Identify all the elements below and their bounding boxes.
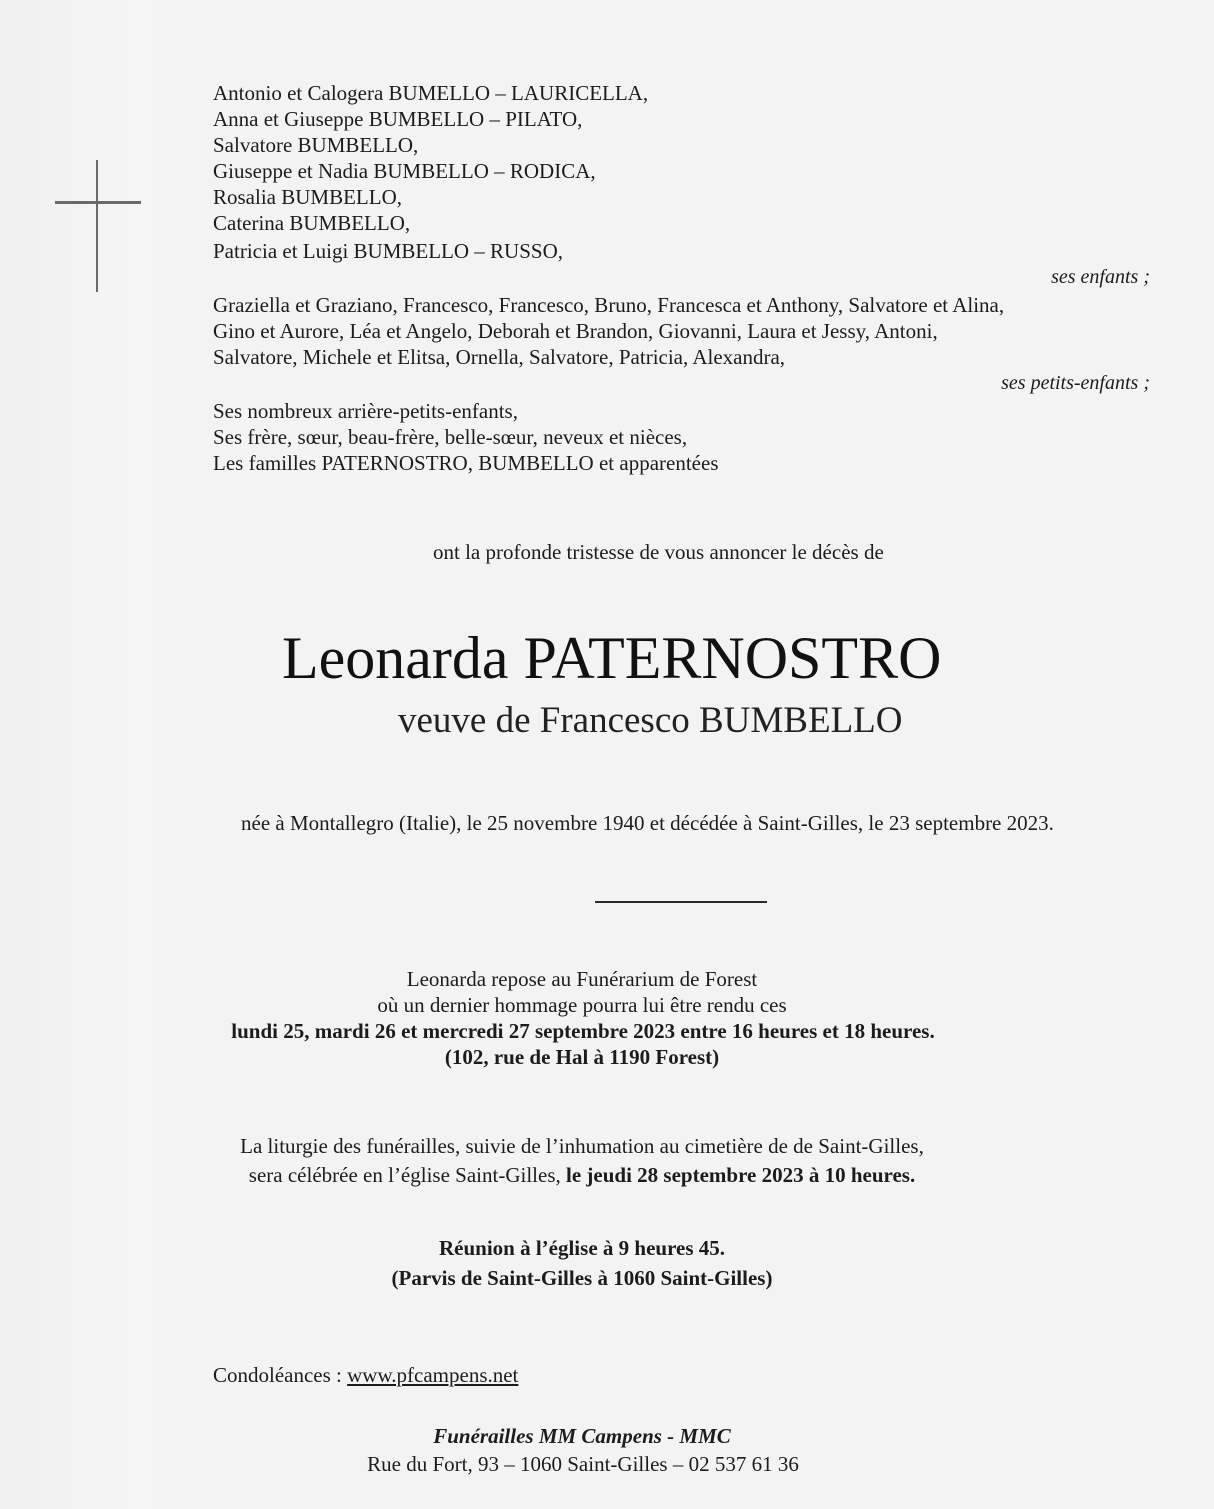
- family-line: Rosalia BUMBELLO,: [213, 185, 402, 209]
- others-line: Ses nombreux arrière-petits-enfants,: [213, 399, 518, 423]
- visitation-line1: Leonarda repose au Funérarium de Forest: [406, 967, 758, 991]
- condolences: [213, 1362, 518, 1388]
- grandchildren-line: Gino et Aurore, Léa et Angelo, Deborah et Brandon, Giovanni, Laura et Jessy, Antoni,: [213, 319, 938, 343]
- deceased-name: Leonarda PATERNOSTRO: [282, 625, 942, 691]
- children-label: ses enfants ;: [1051, 266, 1150, 288]
- others-line: Ses frère, sœur, beau-frère, belle-sœur, neveux et nièces,: [213, 425, 688, 449]
- family-line: Salvatore BUMBELLO,: [213, 133, 419, 157]
- divider-line: [595, 901, 767, 903]
- announcement-text: ont la profonde tristesse de vous annoncer le décès de: [433, 540, 884, 564]
- birth-death-text: née à Montallegro (Italie), le 25 novembre 1940 et décédée à Saint-Gilles, le 23 septembre 2023.: [241, 811, 1054, 835]
- widow-of: veuve de Francesco BUMBELLO: [398, 700, 903, 741]
- funeral-line2-prefix: sera célébrée en l’église Saint-Gilles,: [248, 1163, 561, 1187]
- grandchildren-line: Salvatore, Michele et Elitsa, Ornella, Salvatore, Patricia, Alexandra,: [213, 345, 786, 369]
- condolences-label: Condoléances :: [213, 1363, 342, 1387]
- family-line: Caterina BUMBELLO,: [213, 211, 411, 235]
- family-line: Giuseppe et Nadia BUMBELLO – RODICA,: [213, 159, 596, 183]
- family-line: Patricia et Luigi BUMBELLO – RUSSO,: [213, 239, 563, 263]
- visitation-address: (102, rue de Hal à 1190 Forest): [444, 1045, 720, 1069]
- visitation-line2: où un dernier hommage pourra lui être rendu ces: [377, 993, 787, 1017]
- funeral-home-name: Funérailles MM Campens - MMC: [433, 1424, 731, 1448]
- condolences-link[interactable]: www.pfcampens.net: [347, 1363, 519, 1387]
- grandchildren-line: Graziella et Graziano, Francesco, Francesco, Bruno, Francesca et Anthony, Salvatore et Alina,: [213, 293, 1005, 317]
- funeral-home-address: Rue du Fort, 93 – 1060 Saint-Gilles – 02 537 61 36: [367, 1452, 799, 1476]
- family-line: Anna et Giuseppe BUMBELLO – PILATO,: [213, 107, 583, 131]
- funeral-datetime: le jeudi 28 septembre 2023 à 10 heures.: [566, 1163, 916, 1187]
- funeral-line1: La liturgie des funérailles, suivie de l’inhumation au cimetière de de Saint-Gilles,: [240, 1134, 924, 1158]
- visitation-dates: lundi 25, mardi 26 et mercredi 27 septembre 2023 entre 16 heures et 18 heures.: [231, 1019, 935, 1043]
- family-line: Antonio et Calogera BUMELLO – LAURICELLA,: [213, 81, 649, 105]
- funeral-line2: [0, 1163, 1189, 1188]
- cross-icon: [55, 160, 141, 292]
- meeting-line2: (Parvis de Saint-Gilles à 1060 Saint-Gilles): [391, 1266, 773, 1290]
- grandchildren-label: ses petits-enfants ;: [1001, 372, 1150, 394]
- others-line: Les familles PATERNOSTRO, BUMBELLO et apparentées: [213, 451, 719, 475]
- meeting-line1: Réunion à l’église à 9 heures 45.: [438, 1236, 726, 1260]
